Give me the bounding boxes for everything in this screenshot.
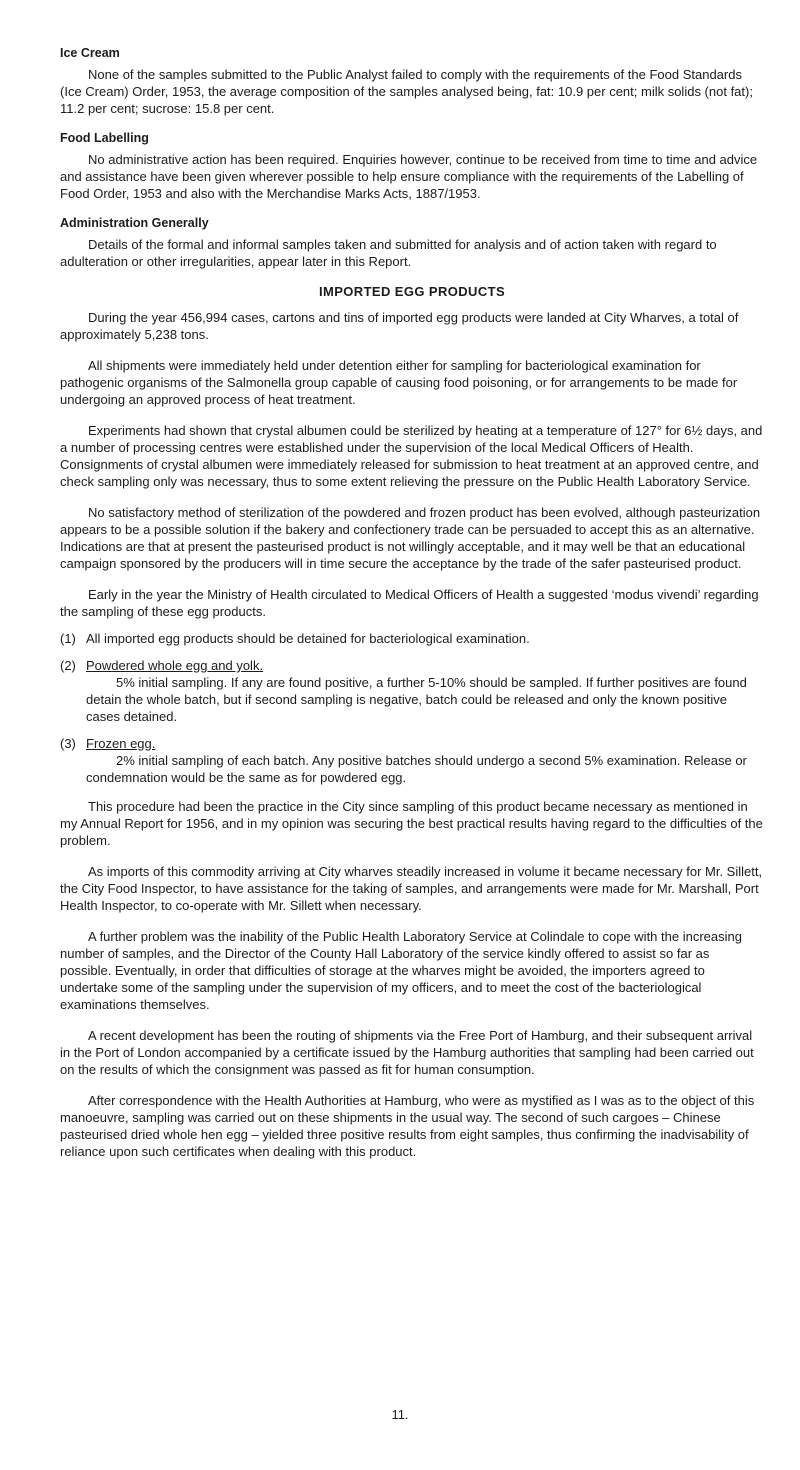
paragraph-ministry: Early in the year the Ministry of Health circulated to Medical Officers of Health a suggested ‘modus vivendi’ regarding the sampling of these egg products. [60,587,759,619]
paragraph-albumen: Experiments had shown that crystal albumen could be sterilized by heating at a temperature of 127° for 6½ days, and a number of processing centres were established under the supervision of the local Medical Officers of Health. Consignments of crystal albumen were immediately released for submission to heat treatment at an approved centre, and check sampling only was necessary, thus to some extent relieving the pressure on the Public Health Laboratory Service. [60,423,763,489]
item-title: Frozen egg. [86,736,156,751]
paragraph-hamburg: A recent development has been the routing of shipments via the Free Port of Hamburg, and their subsequent arrival in the Port of London accompanied by a certificate issued by the Hamburg authorities that sampling had been carried out on the results of which the consignment was passed as fit for human consumption. [60,1028,754,1077]
item-title: Powdered whole egg and yolk. [86,658,264,673]
page-number: 11. [391,1407,409,1422]
sampling-list [60,630,764,786]
paragraph-food-labelling: No administrative action has been required. Enquiries however, continue to be received from time to time and advice and assistance have been given wherever possible to help ensure compliance with the requirements of the Labelling of Food Order, 1953 and also with the Merchandise Marks Acts, 1887/1953. [60,152,758,201]
item-body: 2% initial sampling of each batch. Any positive batches should undergo a second 5% examination. Release or condemnation would be the same as for powdered egg. [86,753,747,785]
item-body: 5% initial sampling. If any are found positive, a further 5-10% should be sampled. If further positives are found detain the whole batch, but if second sampling is negative, batch could be released and only the known positive cases detained. [86,675,747,724]
item-number: (1) [60,631,76,646]
heading-ice-cream: Ice Cream [60,46,120,60]
list-item [60,735,764,786]
item-number: (2) [60,658,76,673]
paragraph-laboratory: A further problem was the inability of the Public Health Laboratory Service at Colindale to cope with the increasing number of samples, and the Director of the County Hall Laboratory of the service kindly offered to assist so far as possible. Eventually, in order that difficulties of storage at the wharves might be avoided, the importers agreed to undertake some of the sampling under the supervision of my officers, and to meet the cost of the bacteriological examinations themselves. [60,929,742,1012]
paragraph-detention: All shipments were immediately held under detention either for sampling for bacteriological examination for pathogenic organisms of the Salmonella group capable of causing food poisoning, or for arrangements to be made for undergoing an approved process of heat treatment. [60,358,738,407]
heading-administration: Administration Generally [60,216,209,230]
section-title-imported-egg: IMPORTED EGG PRODUCTS [318,284,506,299]
list-item [60,630,764,647]
paragraph-imports: As imports of this commodity arriving at City wharves steadily increased in volume it became necessary for Mr. Sillett, the City Food Inspector, to have assistance for the taking of samples, and arrangements were made for Mr. Marshall, Port Health Inspector, to co-operate with Mr. Sillett when necessary. [60,864,763,913]
paragraph-ice-cream: None of the samples submitted to the Public Analyst failed to comply with the requirements of the Food Standards (Ice Cream) Order, 1953, the average composition of the samples analysed being, fat: 10.9 per cent; milk solids (not fat); 11.2 per cent; sucrose: 15.8 per cent. [60,67,753,116]
paragraph-administration: Details of the formal and informal samples taken and submitted for analysis and of action taken with regard to adulteration or other irregularities, appear later in this Report. [60,237,717,269]
paragraph-sterilization: No satisfactory method of sterilization of the powdered and frozen product has been evolved, although pasteurization appears to be a possible solution if the bakery and confectionery trade can be persuaded to accept this as an alternative. Indications are that at present the pasteurised product is not willingly acceptable, and it may well be that an educational campaign sponsored by the producers will in time secure the acceptance by the trade of the safer pasteurised product. [60,505,761,571]
paragraph-correspondence: After correspondence with the Health Authorities at Hamburg, who were as mystified as I was as to the object of this manoeuvre, sampling was carried out on these shipments in the usual way. The second of such cargoes – Chinese pasteurised dried whole hen egg – yielded three positive results from eight samples, thus confirming the inadvisability of reliance upon such certificates when dealing with this product. [60,1093,755,1159]
item-title: All imported egg products should be detained for bacteriological examination. [86,631,530,646]
paragraph-procedure: This procedure had been the practice in the City since sampling of this product became necessary as mentioned in my Annual Report for 1956, and in my opinion was securing the best practical results having regard to the difficulties of the problem. [60,799,763,848]
item-number: (3) [60,736,76,751]
list-item [60,657,764,725]
paragraph-landed: During the year 456,994 cases, cartons and tins of imported egg products were landed at City Wharves, a total of approximately 5,238 tons. [60,310,739,342]
heading-food-labelling: Food Labelling [60,131,149,145]
